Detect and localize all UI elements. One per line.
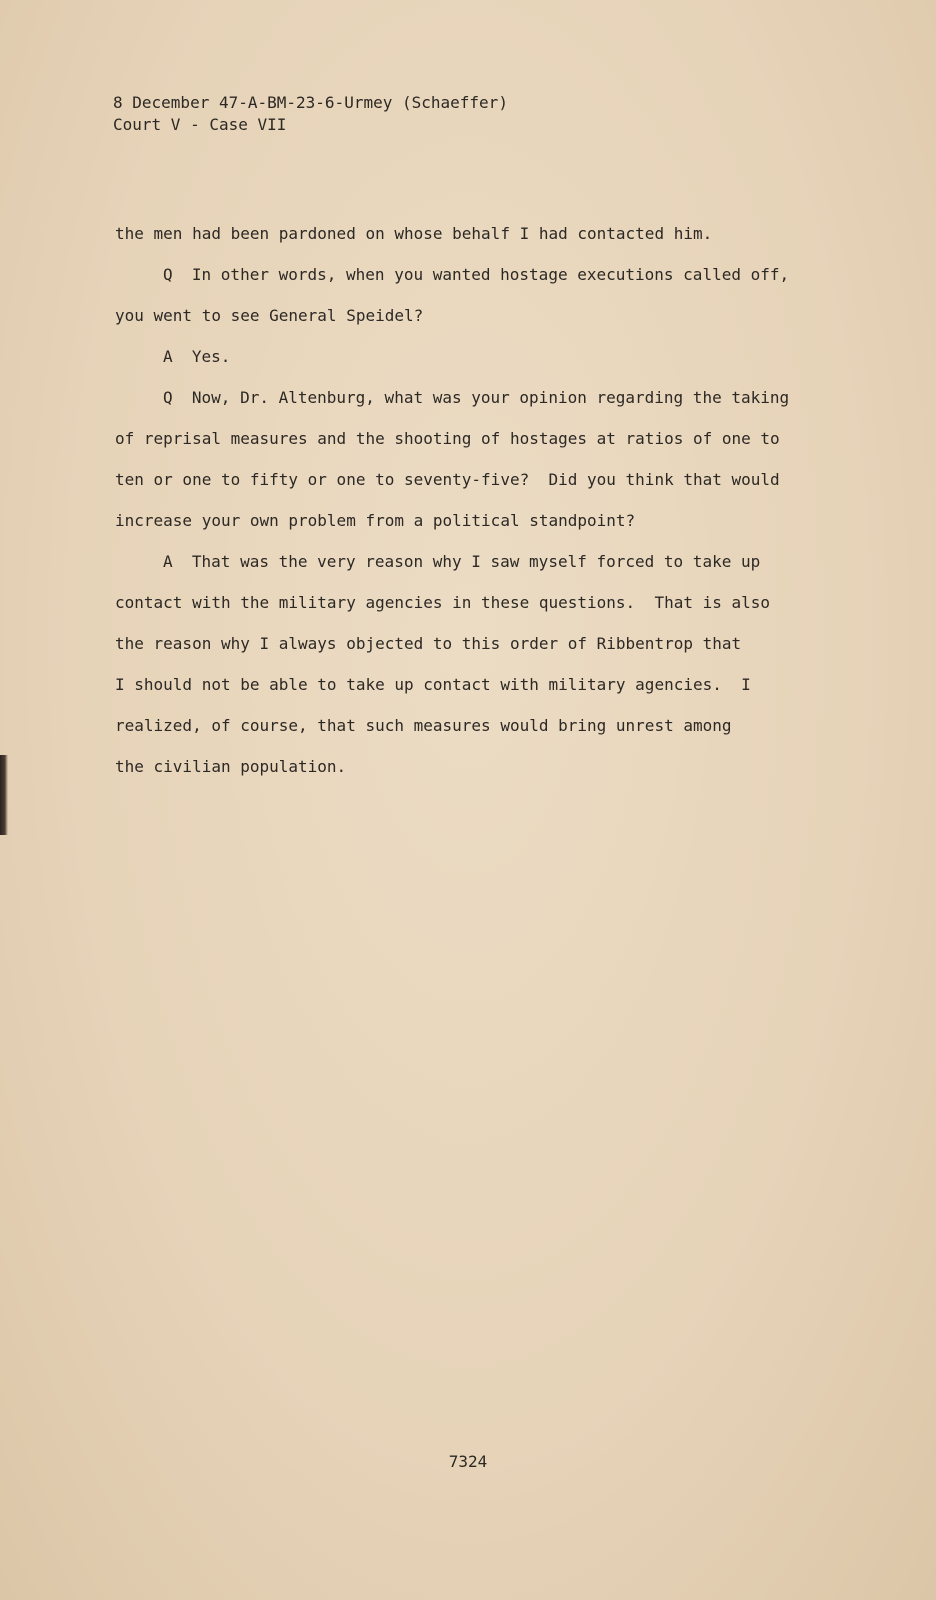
transcript-line: I should not be able to take up contact with military agencies. I (115, 675, 751, 694)
transcript-line: Q In other words, when you wanted hostage executions called off, (163, 265, 790, 284)
document-header (113, 92, 508, 136)
transcript-line: A Yes. (163, 347, 231, 366)
header-court-line: Court V - Case VII (113, 115, 287, 134)
transcript-line: A That was the very reason why I saw myself forced to take up (163, 552, 761, 571)
page-number: 7324 (448, 1452, 488, 1471)
transcript-line: contact with the military agencies in these questions. That is also (115, 593, 771, 612)
transcript-line: increase your own problem from a political standpoint? (115, 511, 636, 530)
transcript-line: the reason why I always objected to this order of Ribbentrop that (115, 634, 742, 653)
header-date-line: 8 December 47-A-BM-23-6-Urmey (Schaeffer) (113, 93, 508, 112)
torn-edge-mark (0, 755, 8, 835)
transcript-line: you went to see General Speidel? (115, 306, 424, 325)
transcript-line: ten or one to fifty or one to seventy-five? Did you think that would (115, 470, 780, 489)
transcript-line: realized, of course, that such measures would bring unrest among (115, 716, 732, 735)
transcript-line: the civilian population. (115, 757, 347, 776)
transcript-line: of reprisal measures and the shooting of hostages at ratios of one to (115, 429, 780, 448)
transcript-body (115, 213, 845, 787)
transcript-line: the men had been pardoned on whose behalf I had contacted him. (115, 224, 713, 243)
transcript-line: Q Now, Dr. Altenburg, what was your opinion regarding the taking (163, 388, 790, 407)
